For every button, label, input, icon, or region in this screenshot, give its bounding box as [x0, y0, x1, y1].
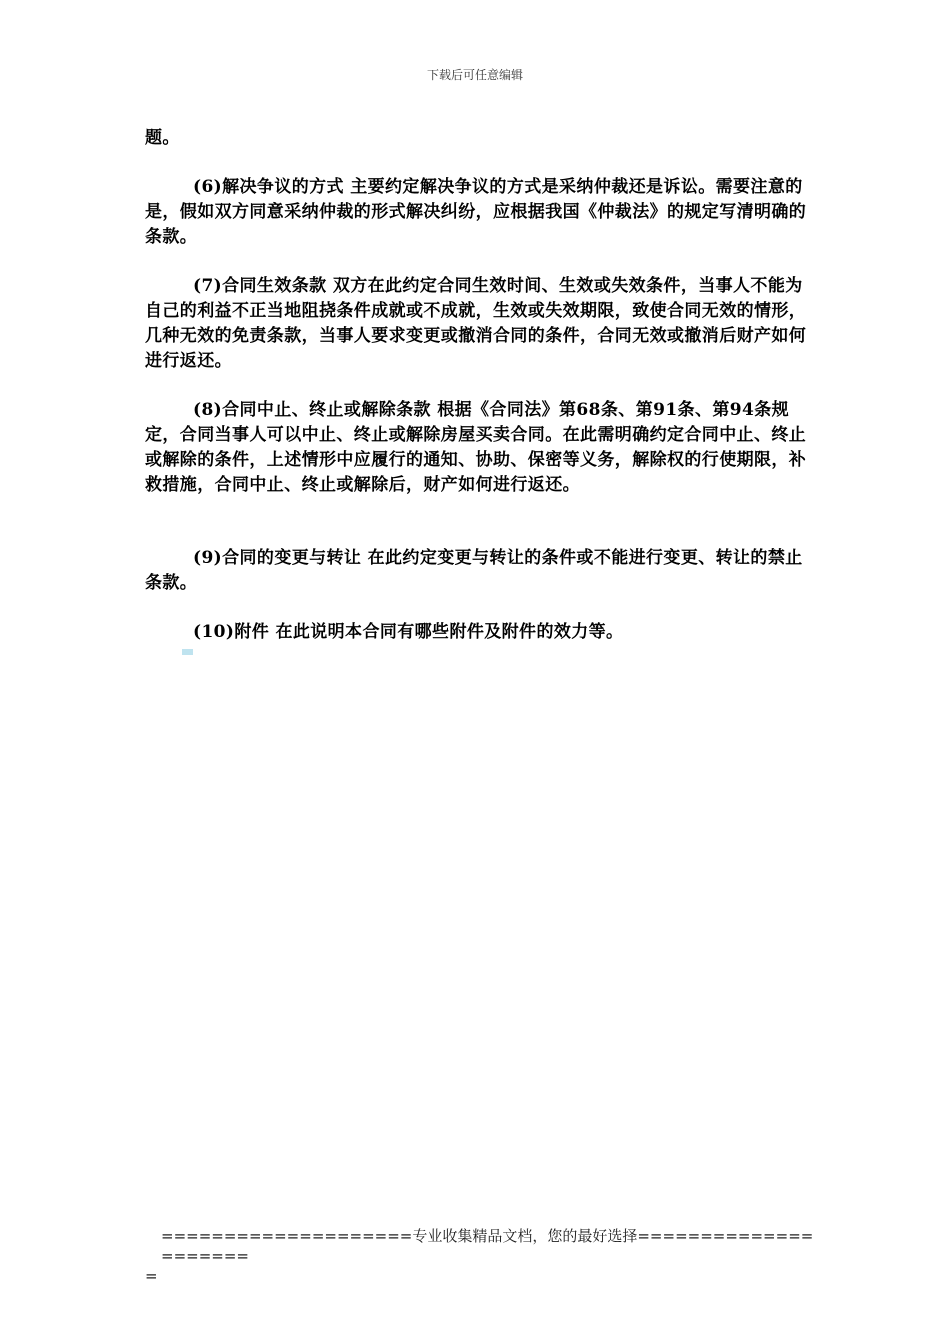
paragraph-contract-termination: (8)合同中止、终止或解除条款 根据《合同法》第68条、第91条、第94条规定，合同当事人可以中止、终止或解除房屋买卖合同。在此需明确约定合同中止、终止或解除的条件，上述情形中应履行的通知、协助、保密等义务，解除权的行使期限，补救措施，合同中止、终止或解除后，财产如何进行返还。 — [145, 400, 807, 495]
page-footer — [145, 1226, 825, 1286]
paragraph-dispute-resolution: (6)解决争议的方式 主要约定解决争议的方式是采纳仲裁还是诉讼。需要注意的是，假如双方同意采纳仲裁的形式解决纠纷，应根据我国《仲裁法》的规定写清明确的条款。 — [145, 177, 807, 247]
footer-banner-overflow: = — [145, 1267, 158, 1285]
paragraph-contract-effect: (7)合同生效条款 双方在此约定合同生效时间、生效或失效条件，当事人不能为自己的利益不正当地阻挠条件成就或不成就，生效或失效期限，致使合同无效的情形，几种无效的免责条款，当事人要求变更或撤消合同的条件，合同无效或撤消后财产如何进行返还。 — [145, 276, 807, 371]
footer-banner: ====================专业收集精品文档，您的最好选择===================== — [161, 1227, 814, 1265]
paragraph-continuation: 题。 — [145, 128, 180, 148]
paragraph-contract-change-transfer: (9)合同的变更与转让 在此约定变更与转让的条件或不能进行变更、转让的禁止条款。 — [145, 548, 803, 593]
page-header: 下载后可任意编辑 — [426, 68, 523, 82]
document-body — [145, 126, 815, 645]
cursor-marker — [182, 649, 193, 655]
paragraph-attachments: (10)附件 在此说明本合同有哪些附件及附件的效力等。 — [193, 622, 624, 642]
